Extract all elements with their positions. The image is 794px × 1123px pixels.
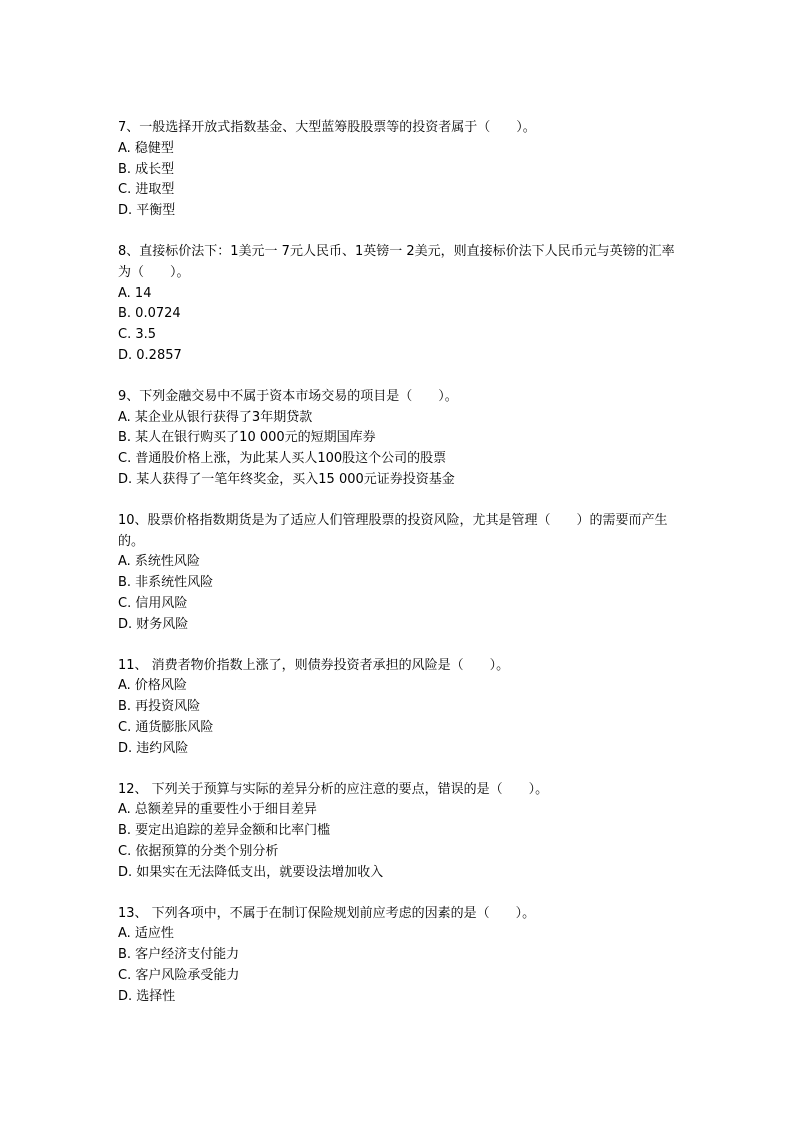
option-a: A. 稳健型 (118, 140, 174, 156)
question-stem: 12、 下列关于预算与实际的差异分析的应注意的要点，错误的是（ ）。 (118, 781, 549, 797)
option-c: C. 依据预算的分类个别分析 (118, 843, 279, 859)
option-c: C. 普通股价格上涨，为此某人买人100股这个公司的股票 (118, 451, 447, 467)
option-a: A. 某企业从银行获得了3年期贷款 (118, 409, 313, 425)
option-d: D. 财务风险 (118, 616, 189, 632)
question-stem: 7、一般选择开放式指数基金、大型蓝筹股股票等的投资者属于（ ）。 (118, 120, 536, 135)
option-b: B. 要定出追踪的差异金额和比率门槛 (118, 823, 331, 839)
option-a: A. 14 (118, 285, 152, 301)
option-c: C. 进取型 (118, 182, 175, 198)
option-c: C. 通货膨胀风险 (118, 719, 214, 735)
question-stem: 11、 消费者物价指数上涨了，则债券投资者承担的风险是（ ）。 (118, 657, 510, 673)
option-d: D. 如果实在无法降低支出，就要设法增加收入 (118, 864, 384, 880)
question-stem: 10、股票价格指数期货是为了适应人们管理股票的投资风险，尤其是管理（ ）的需要而产生的。 (118, 512, 668, 549)
question-8 (118, 242, 678, 367)
question-stem: 13、 下列各项中，不属于在制订保险规划前应考虑的因素的是（ ）。 (118, 905, 536, 921)
option-a: A. 价格风险 (118, 678, 187, 694)
option-c: C. 客户风险承受能力 (118, 967, 240, 983)
question-10 (118, 511, 678, 636)
question-13 (118, 904, 678, 1008)
question-stem: 9、下列金融交易中不属于资本市场交易的项目是（ ）。 (118, 388, 458, 404)
option-c: C. 信用风险 (118, 595, 188, 611)
option-b: B. 0.0724 (118, 306, 181, 322)
question-stem: 8、直接标价法下：1美元一 7元人民币、1英镑一 2美元，则直接标价法下人民币元与英镑的汇率为（ ）。 (118, 243, 675, 280)
option-d: D. 违约风险 (118, 740, 189, 756)
option-a: A. 适应性 (118, 926, 174, 942)
option-b: B. 某人在银行购买了10 000元的短期国库券 (118, 430, 376, 446)
question-11 (118, 656, 678, 760)
option-d: D. 某人获得了一笔年终奖金，买入15 000元证券投资基金 (118, 471, 455, 487)
option-c: C. 3.5 (118, 327, 157, 343)
option-b: B. 再投资风险 (118, 699, 201, 715)
option-d: D. 平衡型 (118, 203, 176, 219)
option-d: D. 选择性 (118, 988, 176, 1004)
option-d: D. 0.2857 (118, 347, 182, 363)
option-a: A. 系统性风险 (118, 554, 200, 570)
question-12 (118, 780, 678, 884)
option-b: B. 客户经济支付能力 (118, 947, 240, 963)
option-b: B. 成长型 (118, 161, 175, 177)
option-b: B. 非系统性风险 (118, 575, 214, 591)
document-page (118, 118, 678, 1027)
question-7 (118, 118, 678, 222)
question-9 (118, 387, 678, 491)
option-a: A. 总额差异的重要性小于细目差异 (118, 802, 317, 818)
